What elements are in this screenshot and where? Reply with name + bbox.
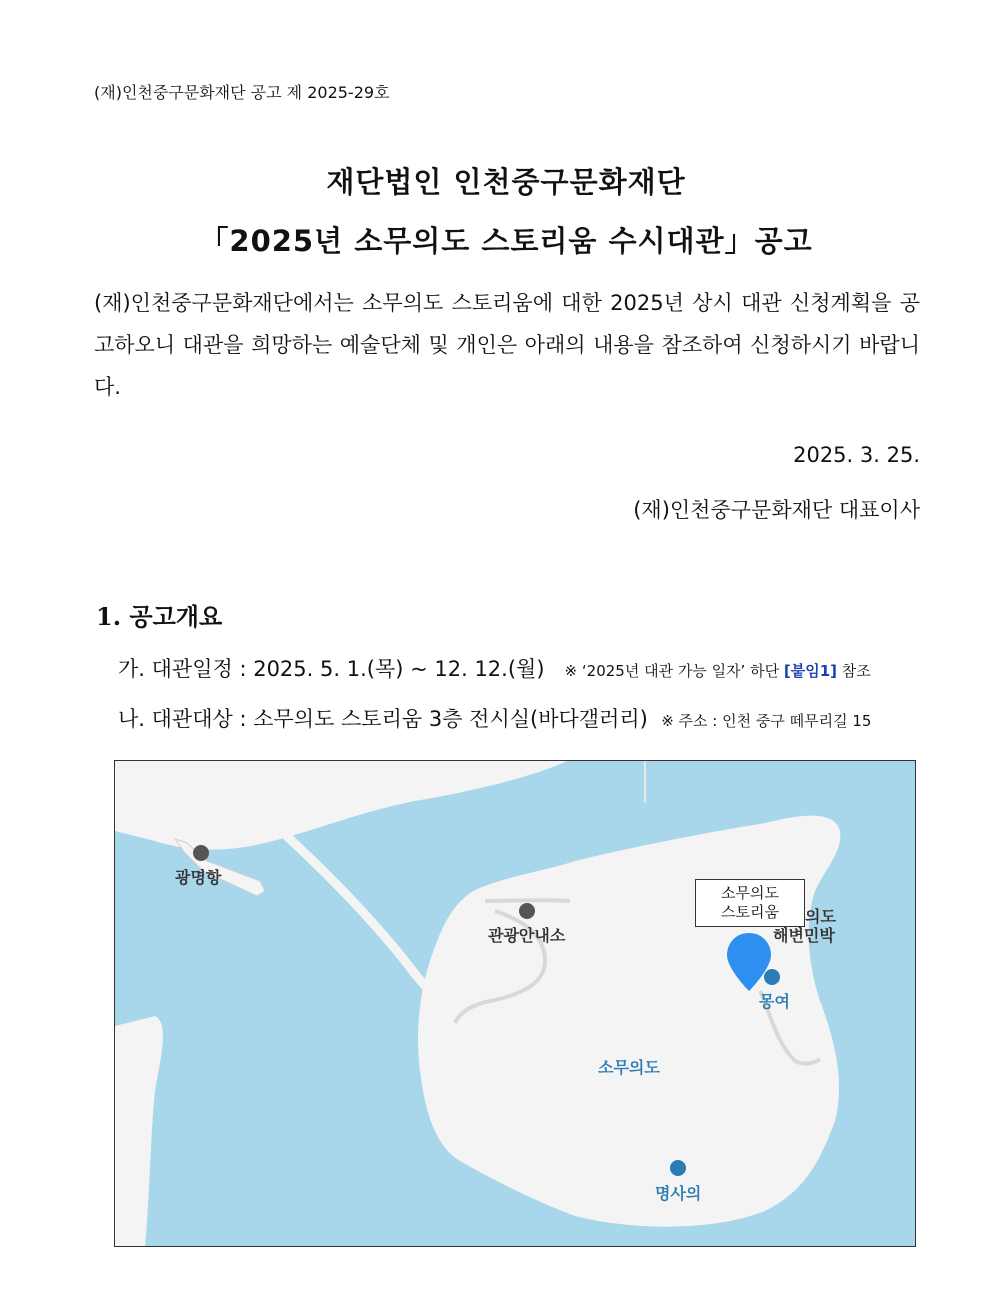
address-note: ※ 주소 : 인천 중구 떼무리길 15 [661, 712, 872, 730]
item-target [118, 703, 871, 733]
map-graphic [115, 761, 916, 1247]
label-gwangmyeong: 광명항 [175, 868, 222, 887]
schedule-label: 가. 대관일정 : 2025. 5. 1.(목) ~ 12. 12.(월) [118, 657, 545, 681]
label-beach-lodge-b: 해변민박 [773, 926, 835, 945]
attachment-link[interactable]: [붙임1] [783, 662, 837, 680]
notice-number: (재)인천중구문화재단 공고 제 2025-29호 [94, 83, 390, 102]
label-beach-lodge-a: 의도 [805, 907, 836, 926]
storium-callout: 소무의도 스토리움 [695, 879, 805, 927]
info-icon [519, 903, 535, 919]
label-mongyeo: 몽여 [759, 992, 790, 1011]
myeongsa-icon [670, 1160, 686, 1176]
issuer: (재)인천중구문화재단 대표이사 [633, 498, 920, 522]
label-somuuido: 소무의도 [598, 1058, 660, 1077]
label-myeongsa: 명사의 [655, 1184, 702, 1203]
mongyeo-icon [764, 969, 780, 985]
intro-paragraph: (재)인천중구문화재단에서는 소무의도 스토리움에 대한 2025년 상시 대관 신청계획을 공고하오니 대관을 희망하는 예술단체 및 개인은 아래의 내용을 참조하여 신청하시기 바랍니다. [94, 291, 920, 399]
location-map[interactable] [114, 760, 916, 1247]
target-label: 나. 대관대상 : 소무의도 스토리움 3층 전시실(바다갤러리) [118, 707, 648, 731]
title-line-1: 재단법인 인천중구문화재단 [326, 165, 686, 199]
label-tourist-info: 관광안내소 [488, 926, 566, 945]
title-line-2: 「2025년 소무의도 스토리움 수시대관」공고 [199, 224, 813, 258]
notice-date: 2025. 3. 25. [793, 443, 920, 467]
schedule-note: ※ ‘2025년 대관 가능 일자’ 하단 [붙임1] 참조 [564, 662, 871, 680]
ferry-icon [193, 845, 209, 861]
section-heading: 1. 공고개요 [96, 602, 223, 631]
item-schedule [118, 653, 871, 683]
